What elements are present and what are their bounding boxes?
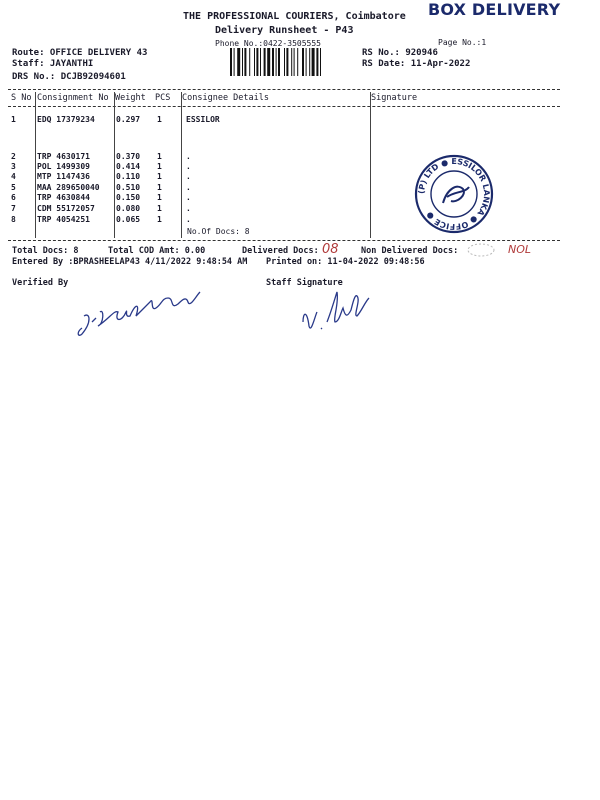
col-pcs: PCS xyxy=(155,93,171,103)
row-consignee: . xyxy=(186,215,191,224)
divider-top xyxy=(8,89,560,90)
row-pcs: 1 xyxy=(157,172,162,181)
company-seal xyxy=(413,153,495,235)
row-pcs: 1 xyxy=(157,193,162,202)
row-consignment: CDM 55172057 xyxy=(37,204,95,213)
row-consignee: . xyxy=(186,162,191,171)
phone-number: Phone No.:0422-3505555 xyxy=(215,39,321,48)
staff-signature xyxy=(295,282,385,342)
total-docs: Total Docs: 8 xyxy=(12,246,79,256)
row-sno: 2 xyxy=(11,152,16,161)
non-delivered-docs-handwritten: NOL xyxy=(508,243,532,256)
divider-header xyxy=(8,106,560,107)
printed-on: Printed on: 11-04-2022 09:48:56 xyxy=(266,257,425,267)
drs-number: DRS No.: DCJB92094601 xyxy=(12,72,126,82)
row-consignment: POL 1499309 xyxy=(37,162,90,171)
col-sno: S No xyxy=(11,93,32,103)
row-pcs: 1 xyxy=(157,162,162,171)
row-weight: 0.370 xyxy=(116,152,141,161)
row-sno: 4 xyxy=(11,172,16,181)
row-consignee: . xyxy=(186,172,191,181)
row-sno: 1 xyxy=(11,115,16,124)
row-consignment: TRP 4054251 xyxy=(37,215,90,224)
col-line xyxy=(181,92,182,238)
row-weight: 0.080 xyxy=(116,204,141,213)
row-sno: 3 xyxy=(11,162,16,171)
row-pcs: 1 xyxy=(157,115,162,124)
row-weight: 0.110 xyxy=(116,172,141,181)
col-consignment: Consignment No xyxy=(37,93,109,103)
non-delivered-docs-label: Non Delivered Docs: xyxy=(361,246,459,256)
staff-name: Staff: JAYANTHI xyxy=(12,59,94,69)
delivered-docs-handwritten: 08 xyxy=(322,242,339,257)
row-consignment: TRP 4630171 xyxy=(37,152,90,161)
barcode xyxy=(230,48,350,76)
route: Route: OFFICE DELIVERY 43 xyxy=(12,48,148,58)
row-consignee: . xyxy=(186,183,191,192)
row-consignee: . xyxy=(186,204,191,213)
row-pcs: 1 xyxy=(157,204,162,213)
svg-text:(P) LTD ● ESSILOR LANKA ● OFFI: (P) LTD ● ESSILOR LANKA ● OFFICE ● xyxy=(416,156,492,232)
row-pcs: 1 xyxy=(157,215,162,224)
rs-number: RS No.: 920946 xyxy=(362,48,438,58)
row-consignment: MAA 289650040 xyxy=(37,183,100,192)
total-cod: Total COD Amt: 0.00 xyxy=(108,246,206,256)
row-sno: 8 xyxy=(11,215,16,224)
col-line xyxy=(35,92,36,238)
box-delivery-stamp: BOX DELIVERY xyxy=(428,0,561,19)
row-consignment: TRP 4630844 xyxy=(37,193,90,202)
col-line xyxy=(114,92,115,238)
scribble-mark xyxy=(466,241,496,259)
col-consignee: Consignee Details xyxy=(182,93,269,103)
row-pcs: 1 xyxy=(157,183,162,192)
col-signature: Signature xyxy=(371,93,418,103)
row-sno: 7 xyxy=(11,204,16,213)
company-name: THE PROFESSIONAL COURIERS, Coimbatore xyxy=(183,11,406,22)
staff-signature-label: Staff Signature xyxy=(266,278,343,288)
row-weight: 0.510 xyxy=(116,183,141,192)
row-weight: 0.150 xyxy=(116,193,141,202)
row-consignment: MTP 1147436 xyxy=(37,172,90,181)
rs-date: RS Date: 11-Apr-2022 xyxy=(362,59,471,69)
row-consignee: . xyxy=(186,193,191,202)
delivered-docs-label: Delivered Docs: xyxy=(242,246,319,256)
row-sno: 5 xyxy=(11,183,16,192)
col-line xyxy=(370,92,371,238)
entered-by: Entered By :BPRASHEELAP43 4/11/2022 9:48:54 AM xyxy=(12,257,248,267)
col-weight: Weight xyxy=(115,93,146,103)
verifier-signature xyxy=(70,282,220,342)
row-weight: 0.297 xyxy=(116,115,141,124)
row-weight: 0.414 xyxy=(116,162,141,171)
row-weight: 0.065 xyxy=(116,215,141,224)
row-sno: 6 xyxy=(11,193,16,202)
row-pcs: 1 xyxy=(157,152,162,161)
verified-by-label: Verified By xyxy=(12,278,69,288)
no-of-docs: No.Of Docs: 8 xyxy=(187,227,250,236)
row-consignment: EDQ 17379234 xyxy=(37,115,95,124)
runsheet-title: Delivery Runsheet - P43 xyxy=(215,25,354,36)
row-consignee: ESSILOR xyxy=(186,115,220,124)
row-consignee: . xyxy=(186,152,191,161)
page-number: Page No.:1 xyxy=(438,38,487,47)
